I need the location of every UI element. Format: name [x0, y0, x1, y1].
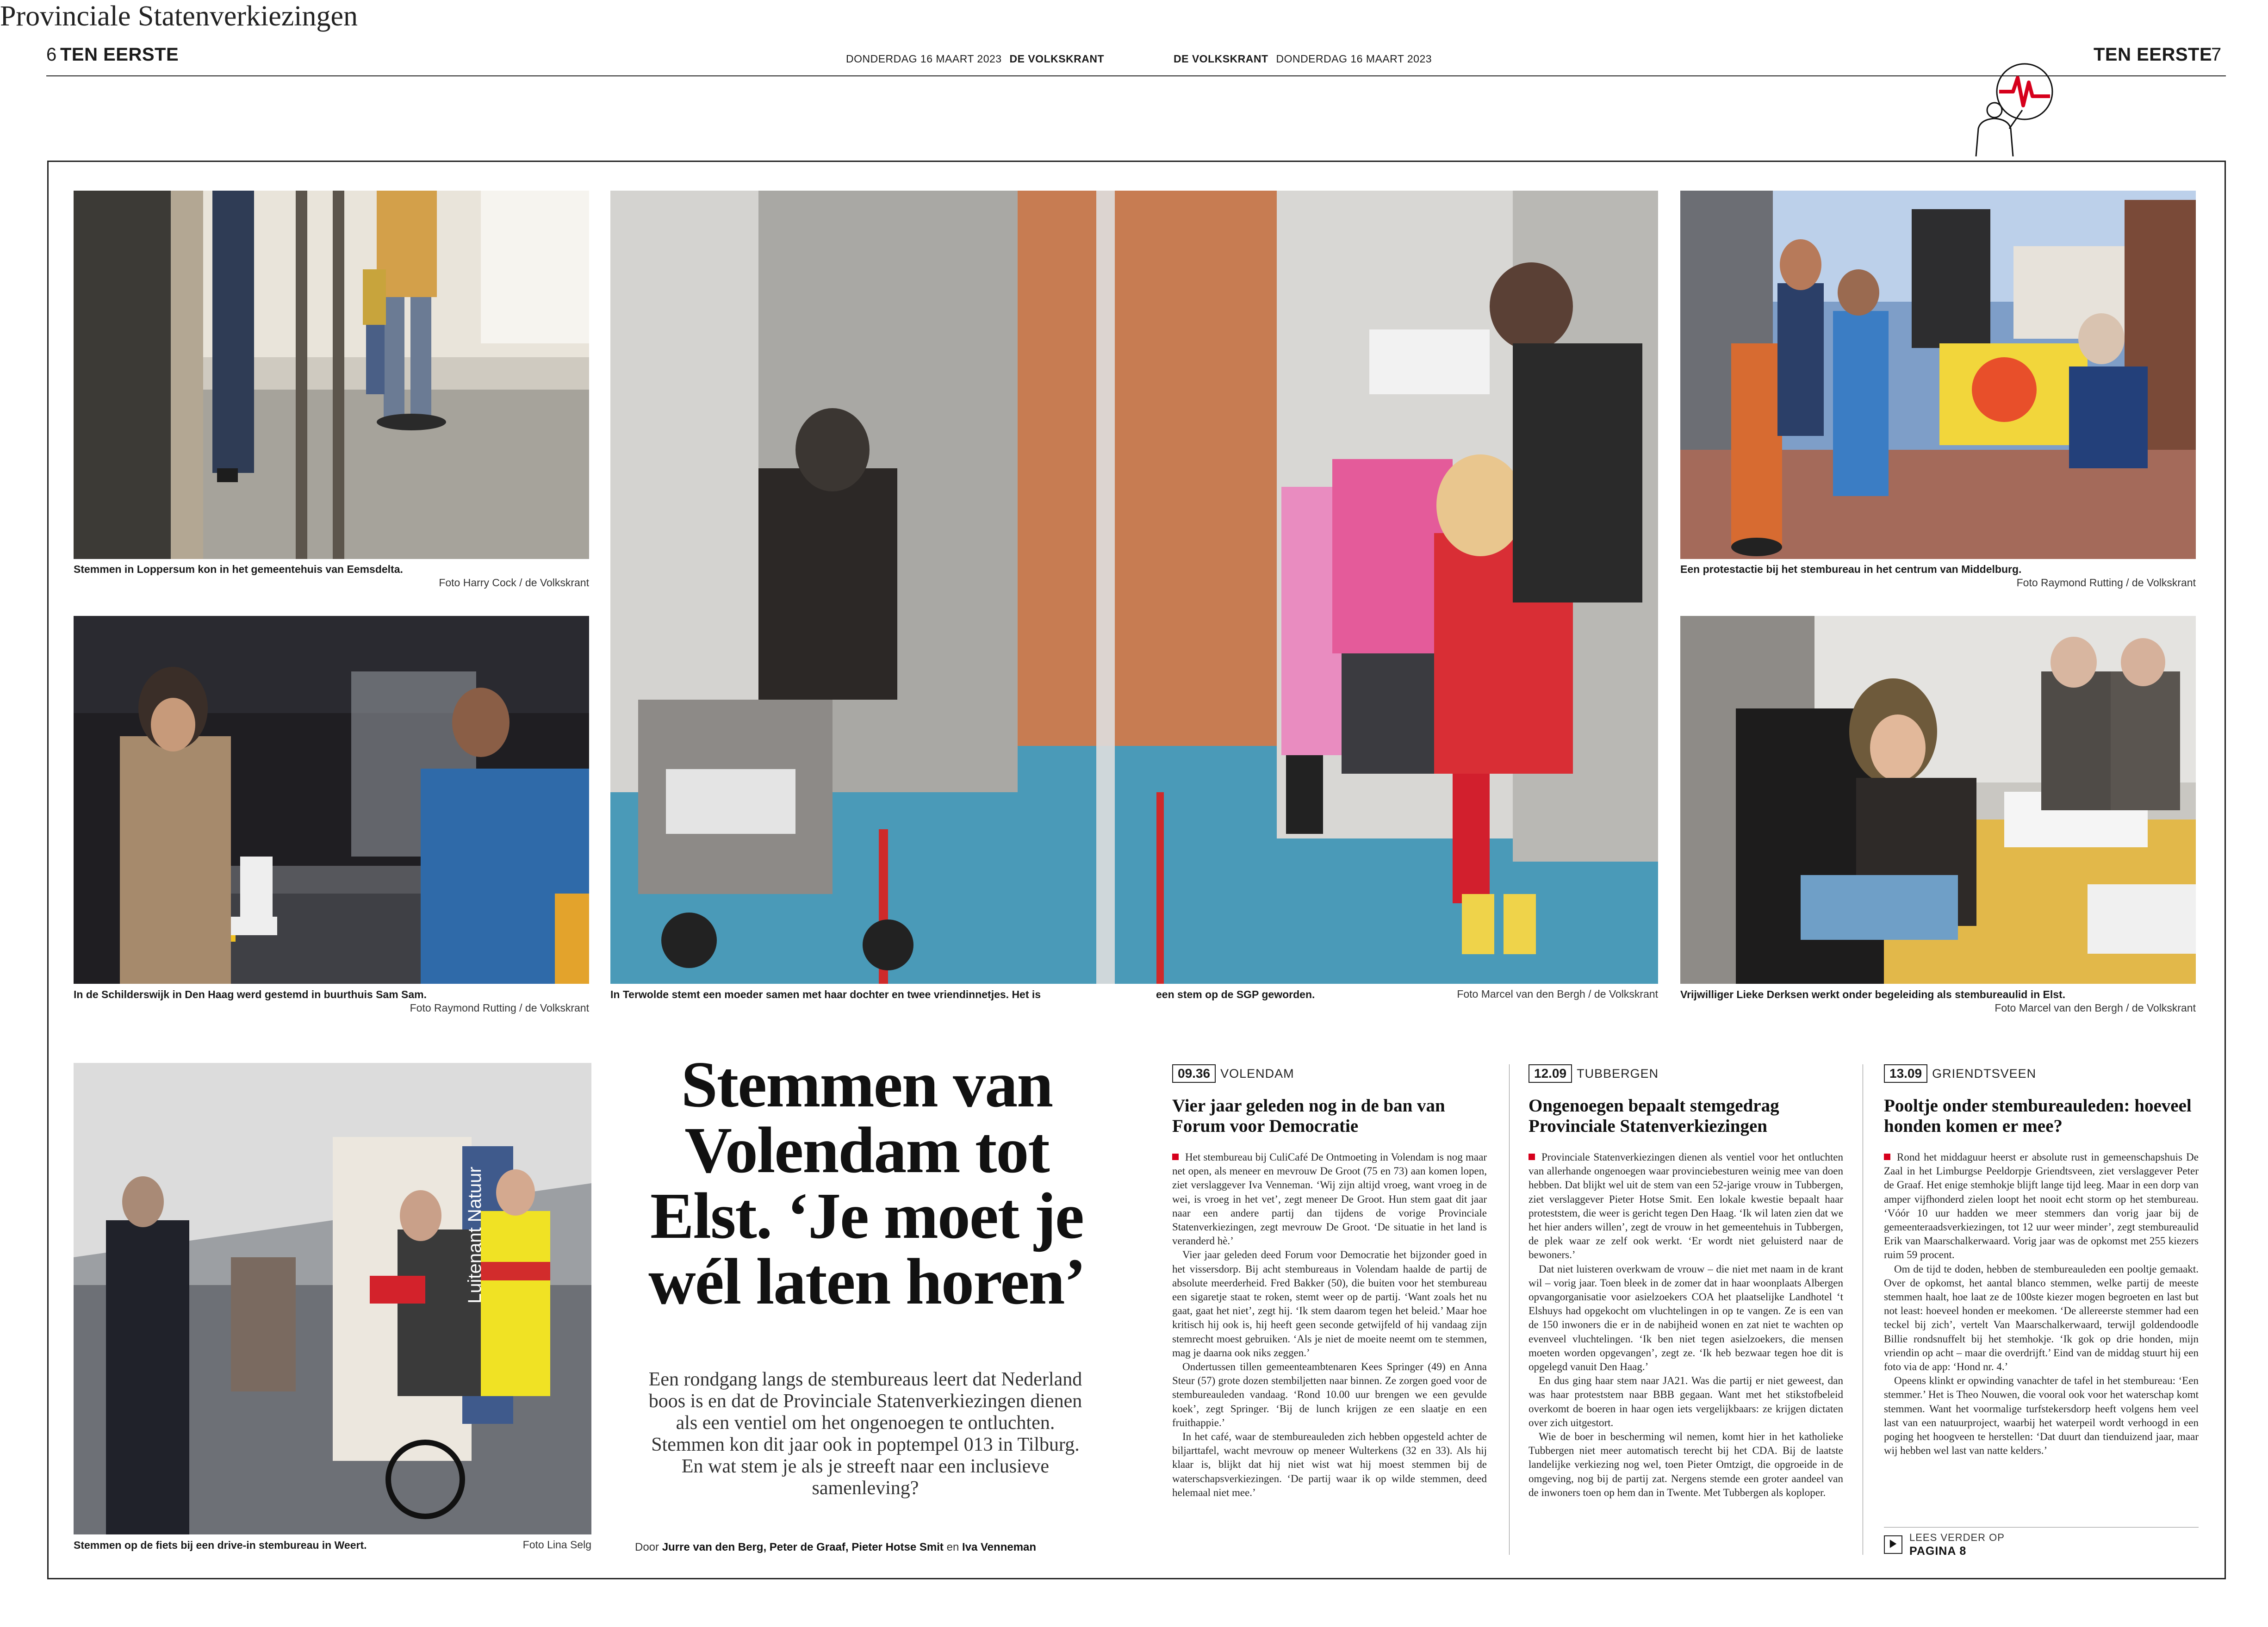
article-paragraph: Vier jaar geleden deed Forum voor Democratie het bijzonder goed in het vissersdorp. Bij acht stembureaus in Volendam haalde de partij de absolute meerderheid. Fred Bakker (50), die buiten voor het stembureau een sigaretje staat te roken, stemt weer op de partij. ‘Want zoals het nu gaat, gaat het niet’, zegt hij. ‘Ik stem daarom tegen het beleid.’ Maar hoe kritisch hij ook is, hij heeft geen seconde getwijfeld of hij vandaag zijn stemrecht moest gebruiken. ‘Als je niet de moeite neemt om te stemmen, mag je daarna ook niks zeggen.’: [1172, 1249, 1487, 1359]
bullet-marker: [1884, 1154, 1890, 1160]
left-dateline-paper: DE VOLKSKRANT: [1009, 53, 1105, 65]
credit-elst: Foto Marcel van den Bergh / de Volkskrant: [1995, 1002, 2196, 1014]
article-title: Ongenoegen bepaalt stemgedrag Provinciale Statenverkiezingen: [1529, 1096, 1779, 1136]
right-dateline: [1174, 53, 1432, 65]
article-paragraph: Wie de boer in bescherming wil nemen, komt hier in het katholieke Tubbergen niet meer automatisch terecht bij het CDA. Bij de laatste landelijke verkiezing nog wel, toen Pieter Omtzigt, die opgroeide in de omgeving, nog bij de partij zat. Nergens stemde een groter aandeel van de inwoners toen op hem dan in Twente. Met Tubbergen als koploper.: [1529, 1431, 1843, 1498]
bullet-marker: [1529, 1154, 1535, 1160]
article-header: [1172, 1064, 1487, 1083]
headline-line: Volendam tot: [684, 1113, 1049, 1186]
right-dateline-paper: DE VOLKSKRANT: [1174, 53, 1268, 65]
headline-line: Elst. ‘Je moet je: [650, 1179, 1083, 1252]
credit-weert: Foto Lina Selg: [522, 1539, 591, 1551]
right-dateline-date: DONDERDAG 16 MAART 2023: [1276, 53, 1432, 65]
left-section-label: TEN EERSTE: [60, 44, 179, 65]
byline-authors: Jurre van den Berg, Peter de Graaf, Pieter Hotse Smit: [662, 1541, 944, 1553]
intro-text: Een rondgang langs de stembureaus leert dat Nederland boos is en dat de Provinciale Statenverkiezingen dienen als een ventiel om het ongenoegen te ontluchten. Stemmen kon dit jaar ook in poptempel 013 in Tilburg. En wat stem je als je streeft naar een inclusieve samenleving?: [648, 1369, 1082, 1499]
left-dateline-date: DONDERDAG 16 MAART 2023: [846, 53, 1002, 65]
photo-weert: [74, 1063, 591, 1534]
bullet-marker: [1172, 1154, 1179, 1160]
caption-elst: Vrijwilliger Lieke Derksen werkt onder begeleiding als stembureaulid in Elst.: [1680, 988, 2066, 1000]
person-pulse-icon: [1967, 59, 2069, 156]
byline-prefix: Door: [635, 1541, 659, 1553]
photo-terwolde: [610, 191, 1658, 984]
right-section-label: TEN EERSTE: [2094, 44, 2212, 65]
credit-terwolde: Foto Marcel van den Bergh / de Volkskrant: [1457, 988, 1658, 1000]
article-paragraph: Om de tijd te doden, hebben de stembureauleden een pooltje gemaakt. Over de opkomst, het aantal blanco stemmen, welke partij de meeste stemmen haalt, hoe laat ze de 100ste kiezer mogen begroeten en last but not least: hoeveel honden er meekomen. ‘De allereerste stemmer had een teckel bij zich’, vertelt Van Maarschalkerwaard, terwijl goldendoodle Billie rondsnuffelt bij het stemhokje. ‘Ik gok op drie honden, mijn vriendin op acht – maar die overdrijft.’ Eind van de middag stuurt hij een foto via de app: ‘Hond nr. 4.’: [1884, 1263, 2199, 1373]
byline-and: en: [946, 1541, 959, 1553]
place-label: TUBBERGEN: [1577, 1067, 1659, 1081]
tent-sign-text: Luitenant Natuur: [465, 1167, 485, 1304]
caption-schilderswijk: In de Schilderswijk in Den Haag werd gestemd in buurthuis Sam Sam.: [74, 988, 427, 1000]
article-tubbergen: [1529, 1064, 1843, 1500]
continue-rule: [1884, 1527, 2199, 1528]
right-page-number: 7: [2211, 44, 2222, 65]
caption-terwolde-part1: In Terwolde stemt een moeder samen met haar dochter en twee vriendinnetjes. Het is: [610, 988, 1041, 1000]
article-header: [1529, 1064, 1843, 1083]
section-kicker: Provinciale Statenverkiezingen: [0, 0, 358, 32]
credit-middelburg: Foto Raymond Rutting / de Volkskrant: [2016, 577, 2196, 589]
byline: [635, 1541, 1036, 1554]
article-header: [1884, 1064, 2199, 1083]
photo-loppersum: [74, 191, 589, 559]
time-badge: 13.09: [1884, 1064, 1927, 1083]
continue-page[interactable]: PAGINA 8: [1909, 1545, 1967, 1558]
article-volendam: [1172, 1064, 1487, 1500]
header-rule: [46, 75, 2226, 76]
caption-loppersum: Stemmen in Loppersum kon in het gemeentehuis van Eemsdelta.: [74, 563, 403, 575]
article-paragraph: Opeens klinkt er opwinding vanachter de tafel in het stembureau: ‘Een stemmer.’ Het is Theo Nouwen, die vooral ook voor het waterschap komt stemmen. Want het voormalige turfstekersdorp heeft volgens hem veel last van een natuurproject, waarbij het waterpeil wordt verhoogd in een poging het hoogveen te herstellen: ‘Dat duurt dan tienduizend jaar, maar wij hebben wel last van natte kelders.’: [1884, 1375, 2199, 1457]
article-griendtsveen: [1884, 1064, 2199, 1458]
article-paragraph: Provinciale Statenverkiezingen dienen als ventiel voor het ontluchten van allerhande ongenoegen waar provinciebesturen weinig mee van doen hebben. Dat blijkt wel uit de stem van een 52-jarige vrouw in Tubbergen, ziet verslaggever Pieter Hotse Smit. Een lokale kwestie bepaalt haar proteststem, die weer is gericht tegen Den Haag. ‘Ik wil laten zien dat we het hier anders willen’, zegt de vrouw in het gemeentehuis in Tubbergen, de plek waar ze zelf ook werkt. ‘Er wordt niet geluisterd naar de bewoners.’: [1529, 1151, 1843, 1261]
article-title: Vier jaar geleden nog in de ban van Forum voor Democratie: [1172, 1096, 1445, 1136]
article-paragraph: In het café, waar de stembureauleden zich hebben opgesteld achter de biljarttafel, wacht mevrouw op meneer Wulterkens (32 en 33). Als hij klaar is, blijkt dat hij niet wist wat hij moest stemmen bij de waterschapsverkiezingen. ‘De partij waar ik op wilde stemmen, deed helemaal niet mee.’: [1172, 1431, 1487, 1498]
photo-schilderswijk: [74, 616, 589, 984]
article-paragraph: Ondertussen tillen gemeenteambtenaren Kees Springer (49) en Anna Steur (57) grote dozen stembiljetten naar binnen. Ze zorgen goed voor de stembureauleden vandaag. ‘Rond 10.00 uur brengen we een gevulde koek’, zegt Springer. ‘Bij de lunch krijgen ze een slaatje en een fruithappie.’: [1172, 1361, 1487, 1428]
article-title: Pooltje onder stembureauleden: hoeveel honden komen er mee?: [1884, 1096, 2192, 1136]
photo-middelburg: [1680, 191, 2196, 559]
time-badge: 12.09: [1529, 1064, 1572, 1083]
caption-weert: Stemmen op de fiets bij een drive-in stembureau in Weert.: [74, 1539, 367, 1551]
photo-elst: [1680, 616, 2196, 984]
continue-label: LEES VERDER OP: [1909, 1532, 2005, 1543]
headline-line: Stemmen van: [681, 1048, 1053, 1121]
left-dateline: [846, 53, 1104, 65]
credit-schilderswijk: Foto Raymond Rutting / de Volkskrant: [410, 1002, 589, 1014]
article-paragraph: Rond het middaguur heerst er absolute rust in gemeenschapshuis De Zaal in het Limburgse Peeldorpje Griendtsveen, ziet verslaggever Peter de Graaf. Het enige stemhokje blijft lange tijd leeg. Maar in een dorp van amper vijfhonderd zielen loopt het nooit echt storm op het stembureau. ‘Vóór 10 uur hadden we meer stemmers dan vorig jaar bij de gemeenteraadsverkiezingen, tot 12 uur weer minder’, zegt stembureaulid Erik van Maarschalkerwaard. Vorig jaar was de opkomst met 255 kiezers ruim 59 procent.: [1884, 1151, 2199, 1261]
headline-line: wél laten horen’: [648, 1245, 1085, 1318]
time-badge: 09.36: [1172, 1064, 1216, 1083]
caption-middelburg: Een protestactie bij het stembureau in het centrum van Middelburg.: [1680, 563, 2022, 575]
byline-last-author: Iva Venneman: [962, 1541, 1037, 1553]
caption-terwolde-part2: een stem op de SGP geworden.: [1156, 988, 1315, 1000]
headline: [626, 1048, 1107, 1318]
arrow-right-icon[interactable]: [1884, 1535, 1902, 1554]
left-page-number: 6: [46, 44, 57, 65]
place-label: GRIENDTSVEEN: [1932, 1067, 2037, 1081]
place-label: VOLENDAM: [1220, 1067, 1294, 1081]
column-divider: [1509, 1064, 1510, 1555]
article-paragraph: Het stembureau bij CuliCafé De Ontmoeting in Volendam is nog maar net open, als meneer en mevrouw De Groot (75 en 73) aan komen lopen, ziet verslaggever Iva Venneman. ‘Wij zijn altijd vroeg, want vroeg in de wei, is vroeg in het vet’, zegt meneer De Groot. Hun stem gaat dit jaar naar een andere partij dan tijdens de vorige Provinciale Statenverkiezingen, zegt mevrouw De Groot. ‘De situatie in het land is veranderd hè.’: [1172, 1151, 1487, 1247]
article-paragraph: Dat niet luisteren overkwam de vrouw – die niet met naam in de krant wil – vorig jaar. Toen bleek in de zomer dat in haar woonplaats Albergen opvangorganisatie voor asielzoekers COA het plaatselijke Landhotel ‘t Elshuys had opgekocht om vluchtelingen in op te vangen. Ze is een van de 150 inwoners die er in de nabijheid wonen en zat niet te wachten op evenveel vluchtelingen. ‘Ik ben niet tegen asielzoekers, die mensen moeten worden opgevangen’, zegt ze. ‘Ik heb bezwaar tegen hoe dit is opgelegd vanuit Den Haag.’: [1529, 1263, 1843, 1373]
article-paragraph: En dus ging haar stem naar JA21. Was die partij er niet geweest, dan was haar proteststem naar BBB gegaan. Want met het stikstofbeleid overkomt de boeren in haar ogen iets vergelijkbaars: ze krijgen dictaten over zich uitgestort.: [1529, 1375, 1843, 1428]
credit-loppersum: Foto Harry Cock / de Volkskrant: [439, 577, 589, 589]
